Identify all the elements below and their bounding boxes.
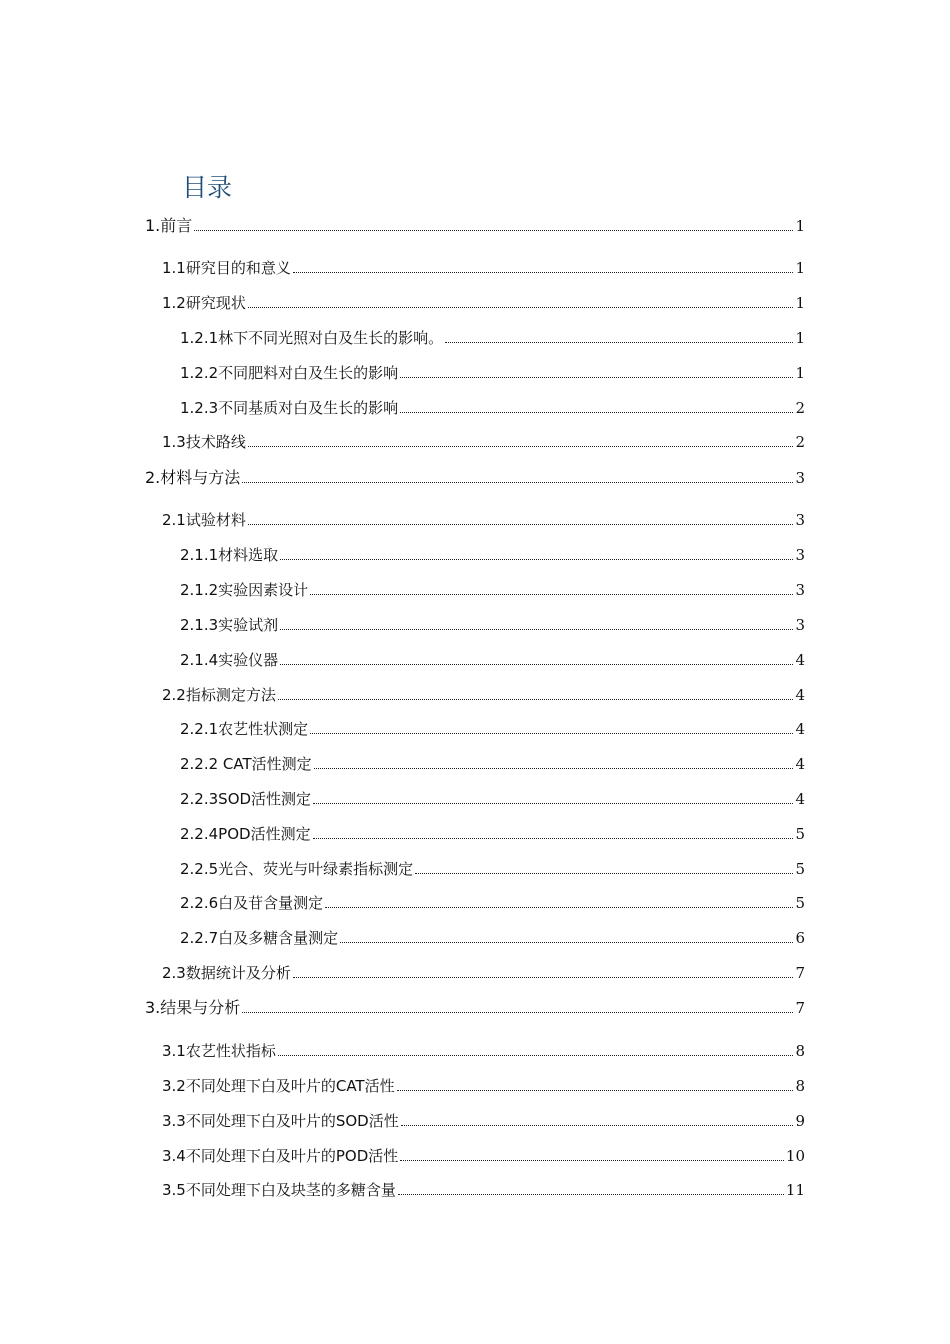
toc-leader-dots (400, 412, 793, 413)
toc-entry-page: 4 (795, 790, 805, 808)
toc-leader-dots (293, 272, 794, 273)
toc-entry-page: 10 (785, 1147, 805, 1165)
toc-entry-text: 2.1.3实验试剂 (180, 616, 279, 634)
toc-entry[interactable] (180, 650, 805, 670)
toc-entry[interactable] (145, 216, 805, 236)
toc-leader-dots (248, 524, 794, 525)
toc-leader-dots (313, 838, 794, 839)
toc-entry[interactable] (180, 580, 805, 600)
toc-entry[interactable] (180, 719, 805, 739)
toc-leader-dots (242, 482, 793, 483)
toc-entry-page: 1 (795, 294, 805, 312)
toc-entry-text: 3.4不同处理下白及叶片的POD活性 (162, 1147, 399, 1165)
toc-entry-text: 2.2.2 CAT活性测定 (180, 755, 312, 773)
toc-entry[interactable] (162, 1146, 805, 1166)
toc-entry-text: 3.5不同处理下白及块茎的多糖含量 (162, 1181, 396, 1199)
toc-entry[interactable] (180, 824, 805, 844)
toc-entry-text: 2.2指标测定方法 (162, 686, 276, 704)
toc-entry[interactable] (162, 432, 805, 452)
toc-entry-text: 2.3数据统计及分析 (162, 964, 291, 982)
toc-entry[interactable] (162, 293, 805, 313)
toc-entry[interactable] (162, 1111, 805, 1131)
toc-entry-text: 2.1试验材料 (162, 511, 246, 529)
toc-leader-dots (445, 342, 793, 343)
toc-entry[interactable] (180, 398, 805, 418)
toc-entry-page: 8 (795, 1042, 805, 1060)
toc-entry-text: 1.2.3不同基质对白及生长的影响 (180, 399, 399, 417)
toc-leader-dots (340, 942, 793, 943)
toc-leader-dots (415, 873, 793, 874)
toc-leader-dots (278, 1055, 794, 1056)
toc-entry-text: 3.3不同处理下白及叶片的SOD活性 (162, 1112, 399, 1130)
toc-entry[interactable] (180, 789, 805, 809)
toc-entry-text: 2.1.4实验仪器 (180, 651, 279, 669)
toc-entry-page: 1 (795, 217, 805, 235)
toc-entry-page: 4 (795, 720, 805, 738)
toc-entry[interactable] (180, 328, 805, 348)
toc-entry-page: 3 (795, 581, 805, 599)
toc-entry-text: 1.2.2不同肥料对白及生长的影响 (180, 364, 399, 382)
toc-entry-page: 11 (785, 1181, 805, 1199)
toc-leader-dots (398, 1194, 784, 1195)
toc-entry-text: 2.2.3SOD活性测定 (180, 790, 312, 808)
toc-title: 目录 (182, 173, 233, 202)
toc-entry[interactable] (162, 258, 805, 278)
toc-leader-dots (194, 230, 793, 231)
toc-leader-dots (248, 307, 794, 308)
toc-entry[interactable] (162, 1076, 805, 1096)
toc-entry-text: 2.2.6白及苷含量测定 (180, 894, 324, 912)
toc-leader-dots (280, 664, 793, 665)
toc-entry-text: 1.3技术路线 (162, 433, 246, 451)
toc-leader-dots (313, 803, 793, 804)
toc-leader-dots (325, 907, 793, 908)
toc-entry[interactable] (180, 754, 805, 774)
toc-entry-text: 1.1研究目的和意义 (162, 259, 291, 277)
toc-leader-dots (278, 699, 794, 700)
toc-entry-page: 5 (795, 894, 805, 912)
toc-entry-text: 1.2研究现状 (162, 294, 246, 312)
toc-entry-page: 6 (795, 929, 805, 947)
toc-entry-page: 3 (795, 469, 805, 487)
toc-entry-page: 2 (795, 399, 805, 417)
toc-entry[interactable] (180, 928, 805, 948)
toc-entry-page: 4 (795, 755, 805, 773)
toc-entry[interactable] (162, 1180, 805, 1200)
toc-entry-page: 7 (795, 964, 805, 982)
toc-entry-page: 3 (795, 616, 805, 634)
toc-entry-text: 3.1农艺性状指标 (162, 1042, 276, 1060)
toc-entry[interactable] (180, 363, 805, 383)
toc-leader-dots (314, 768, 794, 769)
toc-entry-text: 2.2.1农艺性状测定 (180, 720, 309, 738)
toc-leader-dots (242, 1012, 793, 1013)
toc-entry-text: 3.2不同处理下白及叶片的CAT活性 (162, 1077, 395, 1095)
toc-entry-page: 1 (795, 259, 805, 277)
toc-leader-dots (293, 977, 794, 978)
toc-entry[interactable] (162, 963, 805, 983)
toc-leader-dots (400, 377, 793, 378)
toc-leader-dots (400, 1160, 784, 1161)
toc-entry-page: 5 (795, 860, 805, 878)
toc-entry-text: 1.前言 (145, 216, 193, 235)
toc-entry-page: 7 (795, 999, 805, 1017)
toc-leader-dots (401, 1125, 794, 1126)
toc-entry-text: 2.1.1材料选取 (180, 546, 279, 564)
toc-entry-text: 2.2.5光合、荧光与叶绿素指标测定 (180, 860, 414, 878)
toc-entry-text: 2.1.2实验因素设计 (180, 581, 309, 599)
toc-leader-dots (310, 733, 793, 734)
toc-entry-text: 2.材料与方法 (145, 468, 241, 487)
toc-entry[interactable] (145, 468, 805, 488)
toc-entry-page: 5 (795, 825, 805, 843)
toc-leader-dots (280, 629, 793, 630)
toc-entry-page: 8 (795, 1077, 805, 1095)
toc-entry[interactable] (180, 615, 805, 635)
toc-leader-dots (397, 1090, 794, 1091)
toc-entry-text: 2.2.7白及多糖含量测定 (180, 929, 339, 947)
toc-entry[interactable] (180, 859, 805, 879)
toc-leader-dots (310, 594, 793, 595)
toc-entry-page: 9 (795, 1112, 805, 1130)
toc-entry[interactable] (162, 1041, 805, 1061)
toc-leader-dots (248, 446, 794, 447)
toc-entry-page: 1 (795, 329, 805, 347)
toc-entry[interactable] (180, 893, 805, 913)
toc-entry-text: 2.2.4POD活性测定 (180, 825, 311, 843)
toc-entry-page: 4 (795, 686, 805, 704)
toc-entry[interactable] (180, 545, 805, 565)
toc-entry-page: 3 (795, 511, 805, 529)
toc-entry-page: 4 (795, 651, 805, 669)
toc-entry-page: 1 (795, 364, 805, 382)
toc-entry[interactable] (162, 685, 805, 705)
toc-entry-page: 3 (795, 546, 805, 564)
toc-entry[interactable] (145, 998, 805, 1018)
toc-entry-text: 1.2.1林下不同光照对白及生长的影响。 (180, 329, 444, 347)
toc-entry-text: 3.结果与分析 (145, 998, 241, 1017)
toc-entry[interactable] (162, 510, 805, 530)
toc-leader-dots (280, 559, 793, 560)
toc-entry-page: 2 (795, 433, 805, 451)
